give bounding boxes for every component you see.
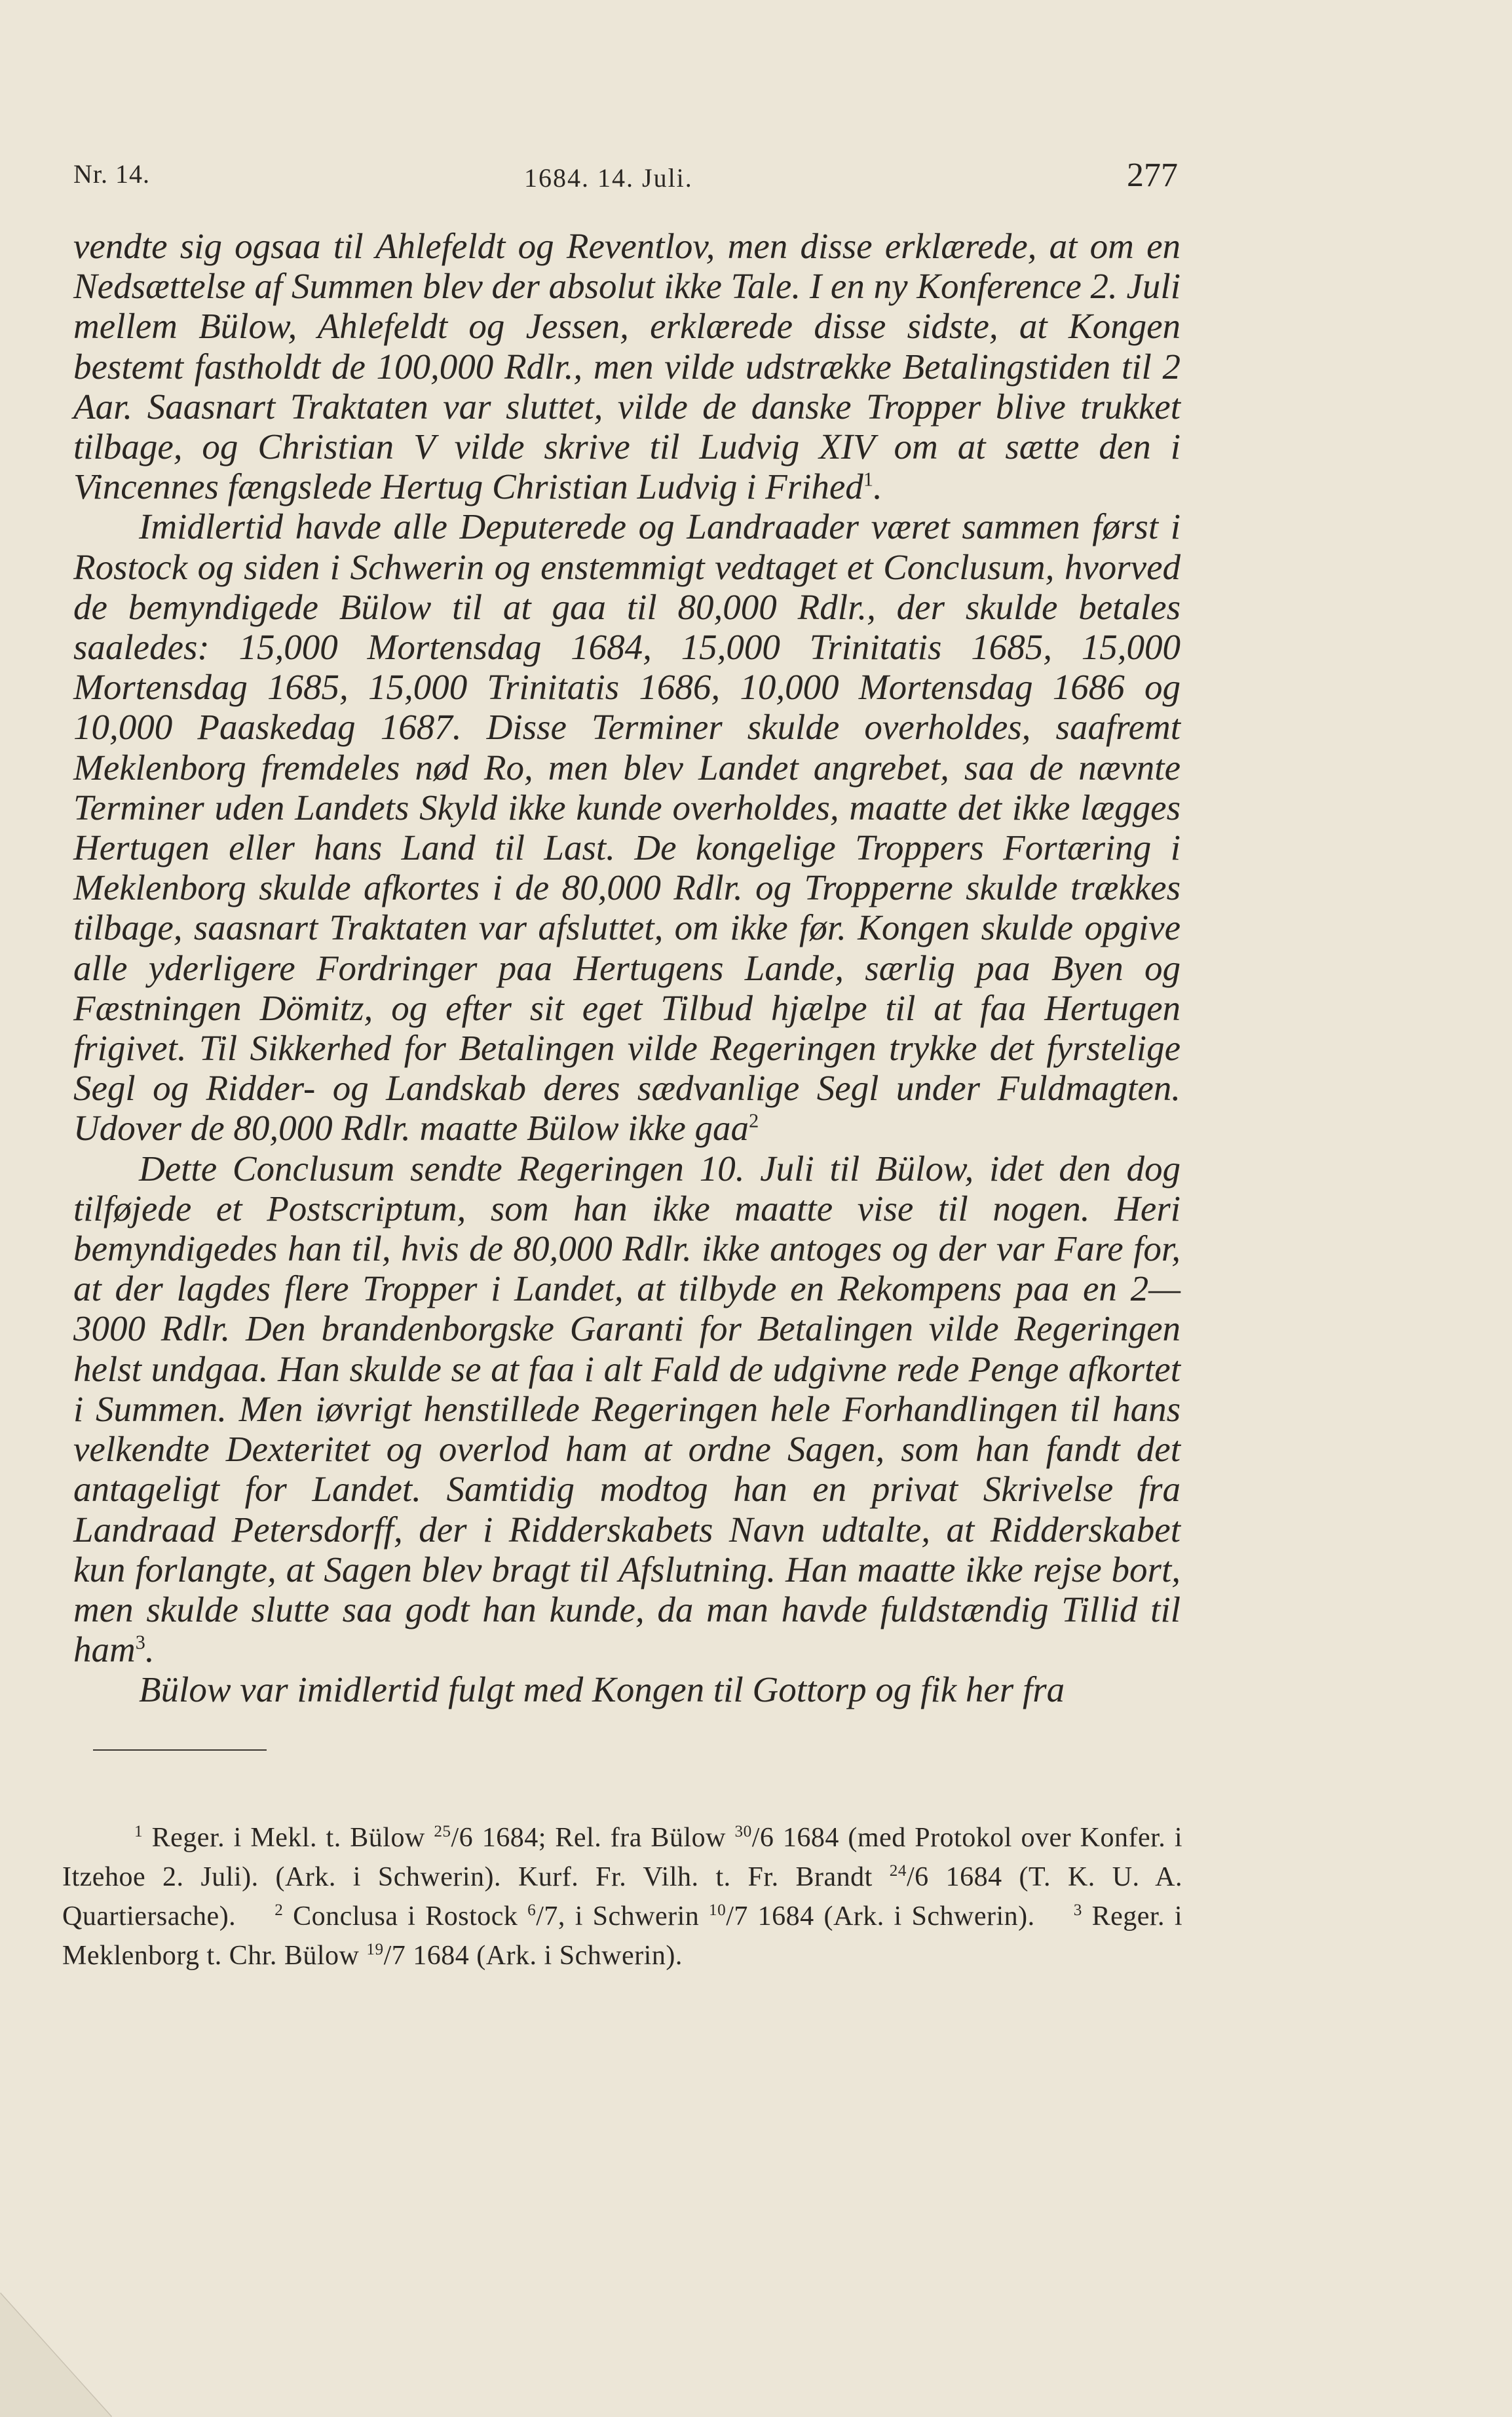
- page-corner-fold: [0, 2254, 131, 2417]
- note-ref-2: 2: [749, 1110, 759, 1133]
- paragraph-3-text: Dette Conclusum sendte Regeringen 10. Juli til Bülow, idet den dog tilføjede et Postscriptum, som han ikke maatte vise til nogen. Heri bemyndigedes han til, hvis de 80,000 Rdlr. ikke antoges og der var Fare for, at der lagdes flere Tropper i Landet, at tilbyde en Rekompens paa en 2—3000 Rdlr. Den brandenborgske Garanti for Betalingen vilde Regeringen helst undgaa. Han skulde se at faa i alt Fald de udgivne rede Penge afkortet i Summen. Men iøvrigt henstillede Regeringen hele Forhandlingen til hans velkendte Dexteritet og overlod ham at ordne Sagen, som han fandt det antageligt for Landet. Samtidig modtog han en privat Skrivelse fra Landraad Petersdorff, der i Ridderskabets Navn udtalte, at Ridderskabet kun forlangte, at Sagen blev bragt til Afslutning. Han maatte ikke rejse bort, men skulde slutte saa godt han kunde, da man havde fuldstændig Tillid til ham: [73, 1148, 1181, 1670]
- footnote-divider: [93, 1749, 267, 1751]
- footnote-1-day-2: 30: [734, 1823, 752, 1840]
- footnote-3-a: Reger. i Meklenborg t. Chr. Bülow: [62, 1901, 1183, 1971]
- footnote-2-day-2: 10: [709, 1901, 727, 1919]
- footnotes: [62, 1818, 1182, 1975]
- paragraph-4-text: Bülow var imidlertid fulgt med Kongen til Gottorp og fik her fra: [139, 1669, 1065, 1710]
- footnote-1-a: Reger. i Mekl. t. Bülow: [151, 1823, 434, 1853]
- paragraph-3-end: .: [145, 1629, 155, 1670]
- note-ref-1: 1: [863, 468, 873, 491]
- footnote-1-day-3: 24: [889, 1862, 907, 1880]
- page-number: 277: [1127, 157, 1178, 194]
- paragraph-1: [73, 226, 1181, 506]
- footnote-1-c: /6 1684 (med Protokol over Konfer. i Itzehoe 2. Juli). (Ark. i Schwerin). Kurf. Fr. Vilh. t. Fr. Brandt: [62, 1823, 1182, 1892]
- footnote-2-c: /7 1684 (Ark. i Schwerin).: [726, 1901, 1035, 1932]
- footnote-1-day-1: 25: [434, 1823, 451, 1840]
- footnote-3-mark: 3: [1073, 1901, 1082, 1919]
- paragraph-3: [73, 1149, 1181, 1670]
- footnote-3-b: /7 1684 (Ark. i Schwerin).: [383, 1941, 683, 1971]
- note-ref-3: 3: [135, 1631, 145, 1654]
- footnote-1-b: /6 1684; Rel. fra Bülow: [451, 1823, 735, 1853]
- footnote-block: [62, 1818, 1182, 1975]
- main-text: [73, 226, 1181, 1710]
- header-number: Nr. 14.: [73, 159, 150, 189]
- footnote-2-a: Conclusa i Rostock: [293, 1901, 528, 1932]
- footnote-2-day-1: 6: [527, 1901, 537, 1919]
- footnote-2-mark: 2: [274, 1901, 284, 1919]
- paragraph-4: [73, 1669, 1181, 1709]
- running-header: [0, 151, 1512, 203]
- footnote-2-b: /7, i Schwerin: [536, 1901, 709, 1932]
- paragraph-1-text: vendte sig ogsaa til Ahlefeldt og Reventlov, men disse erklærede, at om en Nedsættelse af Summen blev der absolut ikke Tale. I en ny Konference 2. Juli mellem Bülow, Ahlefeldt og Jessen, erklærede disse sidste, at Kongen bestemt fastholdt de 100,000 Rdlr., men vilde udstrække Betalingstiden til 2 Aar. Saasnart Traktaten var sluttet, vilde de danske Tropper blive trukket tilbage, og Christian V vilde skrive til Ludvig XIV om at sætte den i Vincennes fængslede Hertug Christian Ludvig i Frihed: [73, 226, 1181, 507]
- paragraph-2-text: Imidlertid havde alle Deputerede og Landraader været sammen først i Rostock og siden i Schwerin og enstemmigt vedtaget et Conclusum, hvorved de bemyndigede Bülow til at gaa til 80,000 Rdlr., der skulde betales saaledes: 15,000 Mortensdag 1684, 15,000 Trinitatis 1685, 15,000 Mortensdag 1685, 15,000 Trinitatis 1686, 10,000 Mortensdag 1686 og 10,000 Paaskedag 1687. Disse Terminer skulde overholdes, saafremt Meklenborg fremdeles nød Ro, men blev Landet angrebet, saa de nævnte Terminer uden Landets Skyld ikke kunde overholdes, maatte det ikke lægges Hertugen eller hans Land til Last. De kongelige Troppers Fortæring i Meklenborg skulde afkortes i de 80,000 Rdlr. og Tropperne skulde trækkes tilbage, saasnart Traktaten var afsluttet, om ikke før. Kongen skulde opgive alle yderligere Fordringer paa Hertugens Lande, særlig paa Byen og Fæstningen Dömitz, og efter sit eget Tilbud hjælpe til at faa Hertugen frigivet. Til Sikkerhed for Betalingen vilde Regeringen trykke det fyrstelige Segl og Ridder- og Landskab deres sædvanlige Segl under Fuldmagten. Udover de 80,000 Rdlr. maatte Bülow ikke gaa: [73, 506, 1181, 1149]
- footnote-3-day-1: 19: [366, 1941, 384, 1958]
- paragraph-2: [73, 506, 1181, 1148]
- footnote-1-mark: 1: [134, 1823, 143, 1840]
- footnote-1-e: /6 1684 (T. K. U. A. Quartiersache).: [62, 1862, 1183, 1932]
- header-date: 1684. 14. Juli.: [524, 163, 693, 193]
- paragraph-1-end: .: [873, 466, 882, 507]
